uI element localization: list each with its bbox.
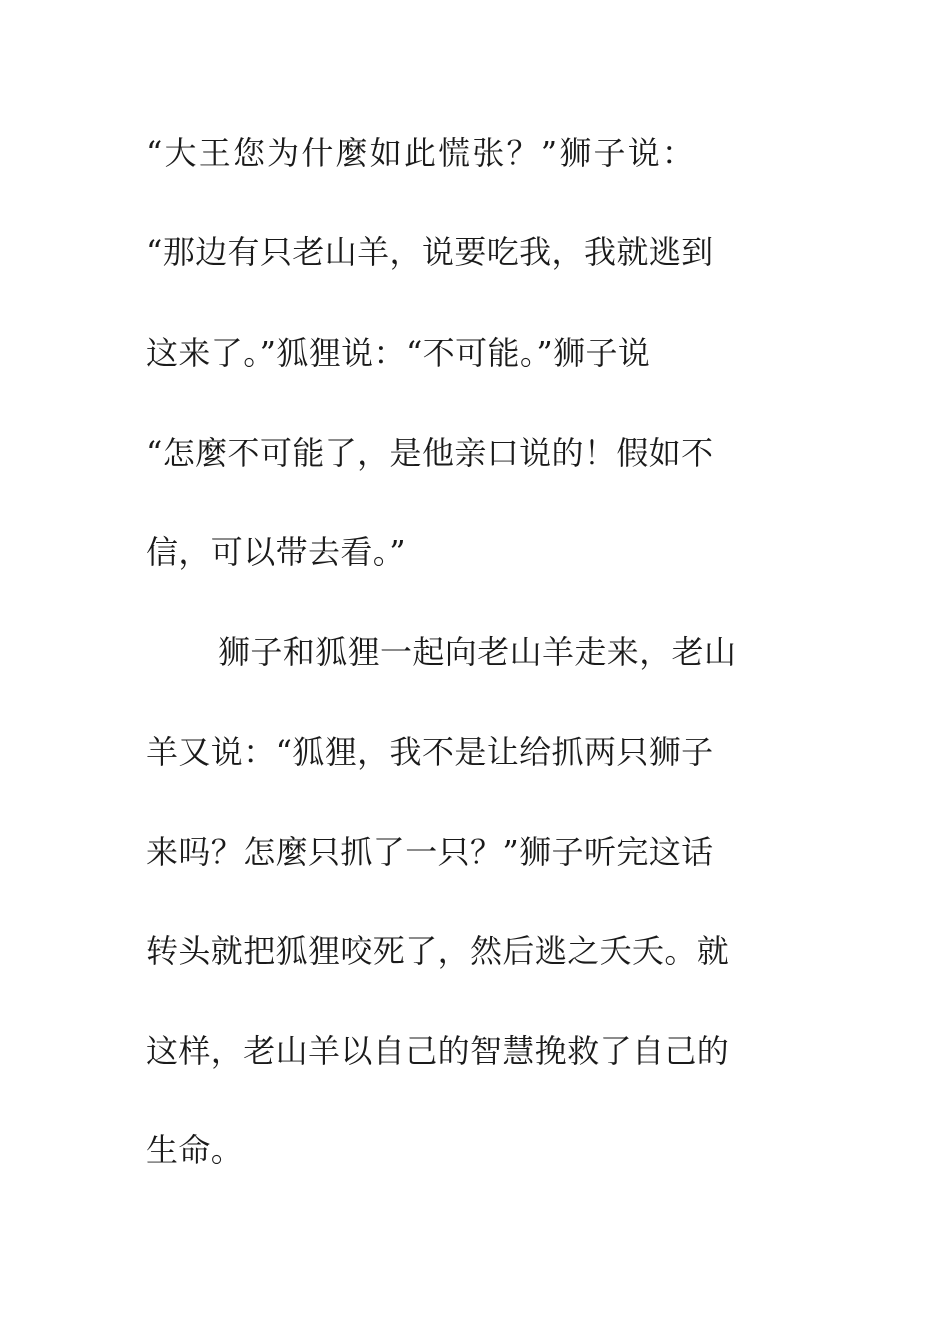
text-line-2: “那边有只老山羊，说要吃我，我就逃到 <box>146 233 714 271</box>
text-line-7: 羊又说：“狐狸，我不是让给抓两只狮子 <box>146 733 714 771</box>
text-line-3: 这来了。”狐狸说：“不可能。”狮子说 <box>146 334 651 372</box>
paragraph-start-line: 狮子和狐狸一起向老山羊走来，老山 <box>218 633 737 671</box>
text-line-1: “大王您为什麼如此慌张？”狮子说： <box>146 134 697 172</box>
text-line-11: 生命。 <box>146 1131 244 1169</box>
text-line-8: 来吗？怎麼只抓了一只？”狮子听完这话 <box>146 833 714 871</box>
text-line-4: “怎麼不可能了，是他亲口说的！假如不 <box>146 434 714 472</box>
text-line-10: 这样，老山羊以自己的智慧挽救了自己的 <box>146 1032 730 1070</box>
text-line-9: 转头就把狐狸咬死了，然后逃之夭夭。就 <box>146 932 730 970</box>
text-line-5: 信，可以带去看。” <box>146 533 406 571</box>
